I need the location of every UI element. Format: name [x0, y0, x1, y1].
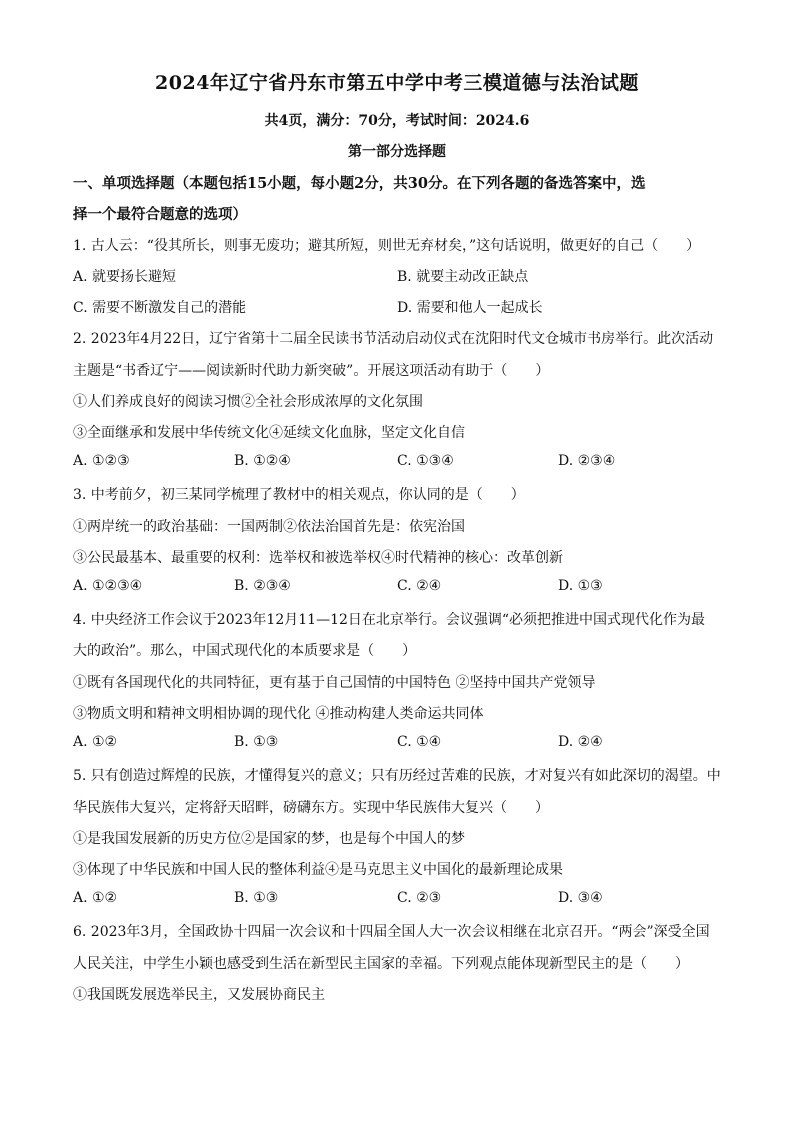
q5-items-line1: ①是我国发展新的历史方位②是国家的梦，也是每个中国人的梦: [73, 831, 465, 847]
q4-stem-line1: 4. 中央经济工作会议于2023年12月11—12日在北京举行。会议强调“必须把推进中国式现代化作为最: [73, 612, 706, 628]
q2-option-b: B. ①②④: [234, 453, 291, 469]
q2-option-a: A. ①②③: [73, 453, 130, 469]
q5-stem-line2: 华民族伟大复兴，定将舒天昭畔，磅礴东方。实现中华民族伟大复兴（ ）: [73, 800, 549, 816]
q4-option-b: B. ①③: [234, 734, 279, 750]
q1-option-d: D. 需要和他人一起成长: [397, 300, 543, 316]
q4-items-line1: ①既有各国现代化的共同特征，更有基于自己国情的中国特色 ②坚持中国共产党领导: [73, 675, 596, 691]
exam-info: 共4页，满分：70分，考试时间：2024.6: [264, 113, 530, 129]
q3-stem: 3. 中考前夕，初三某同学梳理了教材中的相关观点，你认同的是（ ）: [73, 487, 525, 503]
q6-stem-line2: 人民关注，中学生小颖也感受到生活在新型民主国家的幸福。下列观点能体现新型民主的是（ ）: [73, 956, 689, 972]
q3-option-a: A. ①②③④: [73, 578, 143, 594]
q3-items-line2: ③公民最基本、最重要的权利：选举权和被选举权④时代精神的核心：改革创新: [73, 550, 563, 566]
section-heading-line2: 择一个最符合题意的选项）: [73, 206, 247, 223]
q3-option-b: B. ②③④: [234, 578, 291, 594]
q1-option-b: B. 就要主动改正缺点: [397, 269, 529, 285]
q5-stem-line1: 5. 只有创造过辉煌的民族，才懂得复兴的意义；只有历经过苦难的民族，才对复兴有如此深切的渴望。中: [73, 768, 721, 784]
q4-stem-line2: 大的政治”。那么，中国式现代化的本质要求是（ ）: [73, 643, 417, 659]
q6-stem-line1: 6. 2023年3月，全国政协十四届一次会议和十四届全国人大一次会议相继在北京召开。“两会”深受全国: [73, 924, 710, 940]
q3-items-line1: ①两岸统一的政治基础：一国两制②依法治国首先是：依宪治国: [73, 519, 465, 535]
q2-stem-line1: 2. 2023年4月22日，辽宁省第十二届全民读书节活动启动仪式在沈阳时代文仓城市书房举行。此次活动: [73, 331, 714, 347]
q4-option-c: C. ①④: [397, 734, 442, 750]
q2-stem-line2: 主题是“书香辽宁——阅读新时代助力新突破”。开展这项活动有助于（ ）: [73, 363, 550, 379]
q5-items-line2: ③体现了中华民族和中国人民的整体利益④是马克思主义中国化的最新理论成果: [73, 862, 563, 878]
section-heading-line1: 一、单项选择题（本题包括15小题，每小题2分，共30分。在下列各题的备选答案中，选: [73, 175, 646, 192]
part-heading: 第一部分选择题: [348, 144, 446, 160]
q1-stem: 1. 古人云：“役其所长，则事无废功；避其所短，则世无弃材矣，”这句话说明，做更好的自己（ ）: [73, 238, 701, 254]
q6-items-line1: ①我国既发展选举民主，又发展协商民主: [73, 987, 325, 1003]
q5-option-a: A. ①②: [73, 890, 118, 906]
q5-option-c: C. ②③: [397, 890, 442, 906]
page-title: 2024年辽宁省丹东市第五中学中考三模道德与法治试题: [155, 72, 639, 94]
q2-items-line2: ③全面继承和发展中华传统文化④延续文化血脉，坚定文化自信: [73, 425, 465, 441]
q4-option-a: A. ①②: [73, 734, 118, 750]
q2-option-c: C. ①③④: [397, 453, 454, 469]
q5-option-b: B. ①③: [234, 890, 279, 906]
q3-option-c: C. ②④: [397, 578, 442, 594]
q4-option-d: D. ②④: [558, 734, 603, 750]
q4-items-line2: ③物质文明和精神文明相协调的现代化 ④推动构建人类命运共同体: [73, 706, 484, 722]
q2-items-line1: ①人们养成良好的阅读习惯②全社会形成浓厚的文化氛围: [73, 394, 423, 410]
q3-option-d: D. ①③: [558, 578, 603, 594]
q5-option-d: D. ③④: [558, 890, 603, 906]
q2-option-d: D. ②③④: [558, 453, 616, 469]
q1-option-a: A. 就要扬长避短: [73, 269, 177, 285]
q1-option-c: C. 需要不断激发自己的潜能: [73, 300, 247, 316]
